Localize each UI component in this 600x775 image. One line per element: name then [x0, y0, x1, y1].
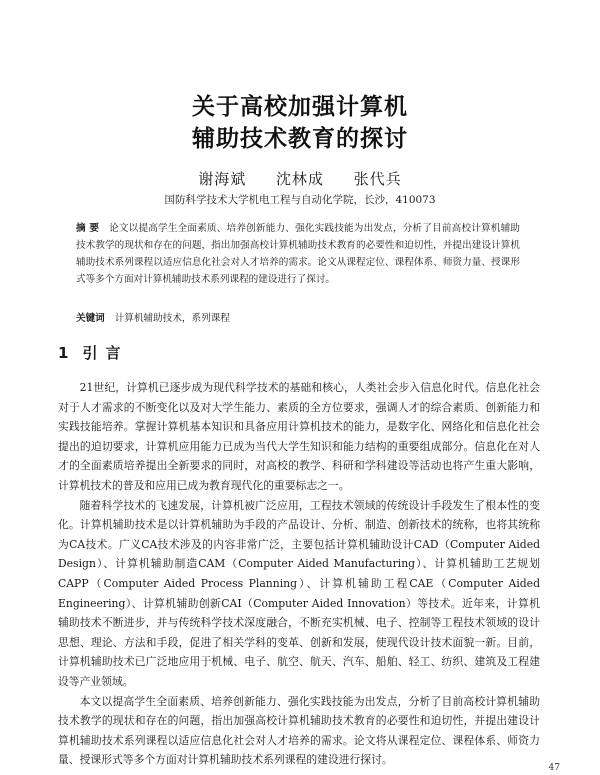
abstract-text: 论文以提高学生全面素质、培养创新能力、强化实践技能为出发点，分析了目前高校计算机辅助技术教学的现状和存在的问题，指出加强高校计算机辅助技术教育的必要性和迫切性，并提出建设计算机辅助技术系列课程以适应信息化社会对人才培养的需求。论文从课程定位、课程体系、师资力量、授课形式等多个方面对计算机辅助技术系列课程的建设进行了探讨。	[76, 223, 520, 285]
abstract	[76, 220, 520, 288]
title-line-2: 辅助技术教育的探讨	[192, 126, 408, 152]
author-1: 谢海斌	[198, 170, 247, 188]
keywords-text: 计算机辅助技术，系列课程	[114, 313, 230, 324]
paragraph-2: 随着科学技术的飞速发展，计算机被广泛应用，工程技术领域的传统设计手段发生了根本性的变化。计算机辅助技术是以计算机辅助为手段的产品设计、分析、制造、创新技术的统称，也将其统称为CA技术。广义CA技术涉及的内容非常广泛，主要包括计算机辅助设计CAD（Computer Aided Design）、计算机辅助制造CAM（Computer Aided Manufacturing）、计算机辅助工艺规划CAPP（Computer Aided Process Planning）、计算机辅助工程CAE（Computer Aided Engineering）、计算机辅助创新CAI（Computer Aided Innovation）等技术。近年来，计算机辅助技术不断进步，并与传统科学技术深度融合，不断充实机械、电子、控制等工程技术领域的设计思想、理论、方法和手段，促进了相关学科的变革、创新和发展，使现代设计技术面貌一新。目前，计算机辅助技术已广泛地应用于机械、电子、航空、航天、汽车、船舶、轻工、纺织、建筑及工程建设等产业领域。	[58, 498, 540, 688]
keywords	[76, 310, 520, 324]
author-list	[0, 168, 600, 189]
paragraph-1: 21世纪，计算机已逐步成为现代科学技术的基础和核心，人类社会步入信息化时代。信息化社会对于人才需求的不断变化以及对大学生能力、素质的全方位要求，强调人才的综合素质、创新能力和实践技能培养。掌握计算机基本知识和具备应用计算机技术的能力，是数字化、网络化和信息化社会提出的迫切要求，计算机应用能力已成为当代大学生知识和能力结构的重要组成部分。信息化在对人才的全面素质培养提出全新要求的同时，对高校的教学、科研和学科建设等活动也将产生重大影响，计算机技术的普及和应用已成为教育现代化的重要标志之一。	[58, 381, 540, 492]
section-number: 1	[58, 344, 69, 362]
body-text	[58, 378, 540, 770]
page-number: 47	[548, 763, 560, 773]
keywords-label: 关键词	[76, 313, 105, 324]
affiliation: 国防科学技术大学机电工程与自动化学院，长沙，410073	[164, 194, 436, 206]
section-heading	[58, 342, 128, 363]
paragraph-3: 本文以提高学生全面素质、培养创新能力、强化实践技能为出发点，分析了目前高校计算机辅助技术教学的现状和存在的问题，指出加强高校计算机辅助技术教育的必要性和迫切性，并提出建设计算机辅助技术系列课程以适应信息化社会对人才培养的需求。论文将从课程定位、课程体系、师资力量、授课形式等多个方面对计算机辅助技术系列课程的建设进行探讨。	[58, 694, 540, 767]
title-line-1: 关于高校加强计算机	[192, 94, 408, 120]
abstract-label: 摘 要	[76, 223, 100, 234]
section-title: 引言	[82, 344, 129, 362]
author-3: 张代兵	[353, 170, 402, 188]
author-2: 沈林成	[275, 170, 324, 188]
